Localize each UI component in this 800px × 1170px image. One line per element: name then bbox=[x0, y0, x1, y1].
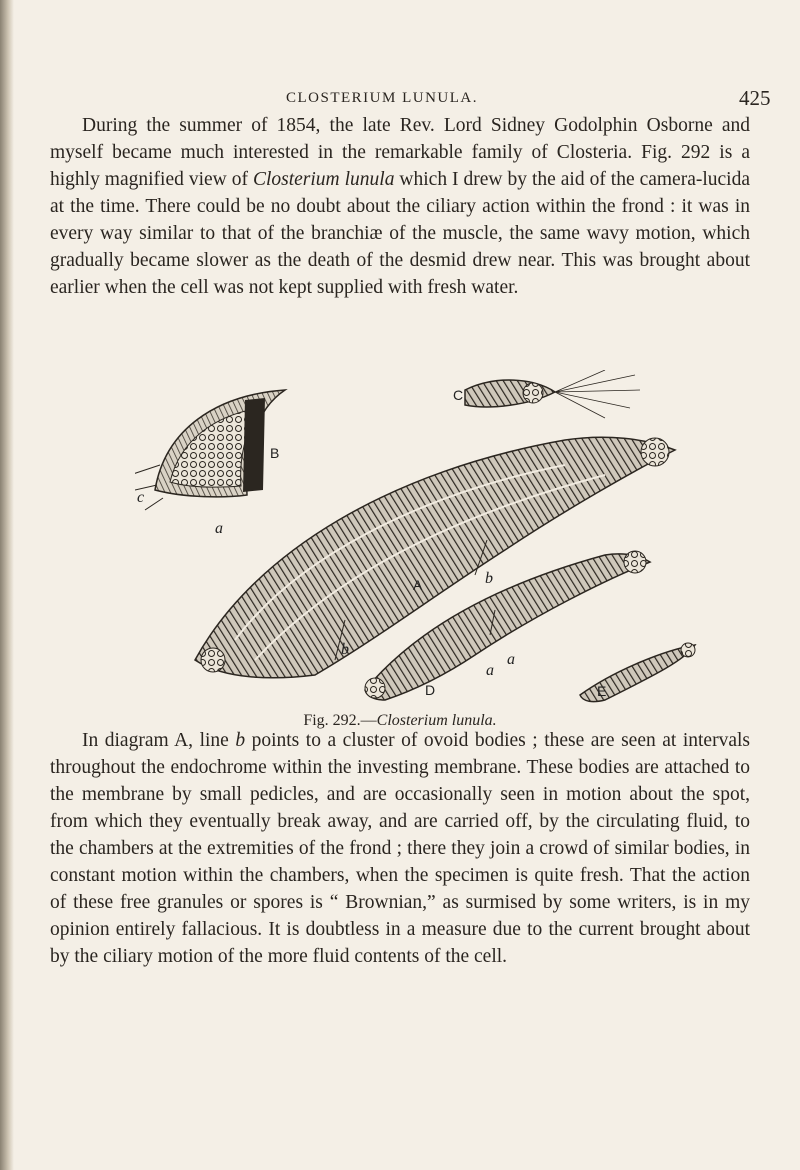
page-spine-shadow bbox=[0, 0, 14, 1170]
species-name: Closterium lunula bbox=[252, 169, 395, 190]
figure-label-a: A bbox=[413, 577, 423, 593]
figure-label-c: C bbox=[453, 387, 464, 403]
closterium-illustration bbox=[135, 370, 725, 705]
figure-label-a-right: a bbox=[507, 651, 515, 668]
figure-292 bbox=[135, 370, 725, 705]
paragraph-2-text-a: In diagram A, line bbox=[82, 730, 236, 751]
running-title: CLOSTERIUM LUNULA. bbox=[286, 90, 478, 106]
book-page bbox=[50, 0, 790, 1170]
figure-label-e: E bbox=[597, 683, 607, 699]
figure-label-b: B bbox=[270, 445, 280, 461]
figure-label-b-center: b bbox=[485, 570, 493, 587]
figure-label-b-lower: b bbox=[341, 641, 349, 658]
running-head bbox=[50, 86, 790, 110]
caption-title: Closterium lunula. bbox=[376, 712, 497, 729]
figure-label-a-left: a bbox=[215, 520, 223, 537]
diagram-c bbox=[465, 370, 640, 418]
paragraph-1-text-b: which I drew by the aid of the camera-lucida at the time. There could be no doubt about the ciliary action within the frond : it was in every way similar to that of the branchiæ of the muscle, the same wavy motion, which gradually became slower as the death of the desmid drew near. This was brought about earlier when the cell was not kept supplied with fresh water. bbox=[50, 169, 751, 298]
figure-label-d: D bbox=[425, 682, 436, 698]
figure-label-a-lower: a bbox=[486, 662, 494, 679]
figure-label-c-small: c bbox=[137, 489, 145, 506]
paragraph-2-text-b: points to a cluster of ovoid bodies ; these are seen at intervals throughout the endochrome within the investing membrane. These bodies are attached to the membrane by small pedicles, and are occasionally seen in motion about the spot, from which they eventually break away, and are carried off, by the circulating fluid, to the chambers at the extremities of the frond ; there they join a crowd of similar bodies, in constant motion within the chambers, when the specimen is quite fresh. That the action of these free granules or spores is “ Brownian,” as surmised by some writers, is in my opinion entirely fallacious. It is doubtless in a measure due to the current brought about by the ciliary motion of the more fluid contents of the cell. bbox=[50, 730, 750, 967]
line-b-reference: b bbox=[235, 730, 246, 751]
caption-prefix: Fig. 292.— bbox=[303, 712, 377, 729]
paragraph-1-text-a: During the summer of 1854, the late Rev. Lord Sidney Godolphin Osborne and myself became much interested in the remarkable family of Closteria. Fig. 292 is a highly magnified view of bbox=[50, 115, 750, 190]
diagram-b bbox=[135, 390, 285, 510]
page-number: 425 bbox=[739, 86, 771, 110]
paragraph-1 bbox=[50, 112, 750, 301]
paragraph-2 bbox=[50, 727, 750, 970]
